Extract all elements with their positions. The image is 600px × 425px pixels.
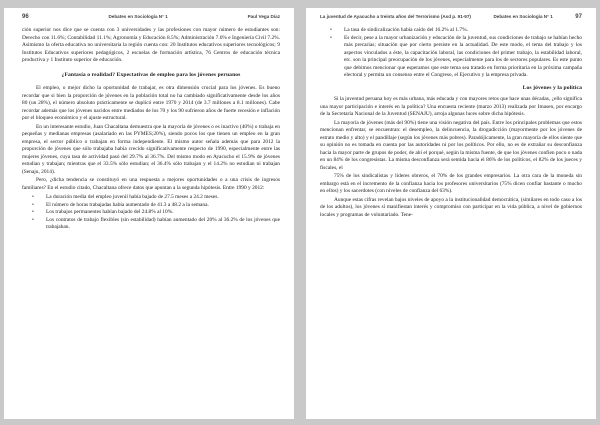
- paragraph: Aunque estas cifras revelan bajos niveles de apoyo a la institucionalidad democrática, (similares en todo caso a los de los adultos), los jóvenes sí manifiestan interés y compromiso con participar en la vida pública, a nivel de gobiernos locales y programas de voluntariado. Tene-: [320, 196, 582, 218]
- paragraph: Si la juventud peruana hoy es más urbana, más educada y con mayores retos que hace unas décadas, ¿ello significa una mayor participación e interés en la política? Una encuesta reciente (marzo 2013) realizada por Imasen, por encargo de la Secretaría Nacional de la Juventud (SENAJU), arroja algunas luces sobre dicha hipótesis.: [320, 96, 582, 117]
- author-name: Paul Vega Díaz: [247, 14, 280, 19]
- bullet-list: [22, 194, 280, 232]
- bullet-list: [320, 27, 582, 80]
- list-item: • Es decir, pese a la mayor urbanización y educación de la juventud, sus condiciones de trabajo se habían hecho más precarias; situación que por cierto persiste en la actualidad. De este modo, el tema del trabajo y los aspectos vinculados a éste, la capacitación laboral, las condiciones del primer trabajo, la estabilidad laboral, etc. son la principal preocupación de los jóvenes, especialmente para los de sectores populares. Es este punto que debimos mencionar que esperamos que este tema sea tratado en forma prioritaria en la próxima campaña electoral y permita un consenso entre el Congreso, el Ejecutivo y la empresa privada.: [330, 34, 582, 78]
- list-item: • Los contratos de trabajo flexibles (sin estabilidad) habían aumentado del 20% al 36.2% de los jóvenes que trabajaban.: [32, 216, 280, 230]
- paragraph: El empleo, o mejor dicho la oportunidad de trabajar, es otra dimensión crucial para los jóvenes. Es bueno recordar que si bien la proporción de jóvenes en la población total no ha cambiado significativamente desde los años 80 (un 28%), el número absoluto prácticamente se duplicó entre 1970 y 2014 (de 3.7 millones a 8.1 millones). Cabe recordar además que los jóvenes nacidos entre mediados de los 70 y los 90 sufrieron años de fuerte recesión e inflación por el bloqueo económico y el ajuste estructural.: [22, 85, 280, 121]
- paragraph: La mayoría de jóvenes (más del 90%) tiene una visión negativa del país. Entre los principales problemas que estos mencionan enfrentar, se encuentran: el desempleo, la delincuencia, la drogadicción (mayormente por los jóvenes de estrato medio y alto) y el pandillaje (según los jóvenes más pobres). Paradójicamente, la gran mayoría de ellos siente que su opinión no es tomada en cuenta por las autoridades ni por los políticos. Por ello, no es de extrañar su desconfianza hacia la mayor parte de grupos de poder, de ahí el porqué, según la misma fuente, de que los jóvenes confíen poco o nada en un 84% de los congresistas. La misma desconfianza será sentida hacia el 86% de los políticos, el 82% de los jueces y fiscales, el: [320, 119, 582, 171]
- paragraph: Pero, ¿dicha tendencia se constituyó en una respuesta a mejores oportunidades o a una crisis de ingresos familiares? En el estudio citado, Chacaltana ofrece datos que apuntan a la segunda hipótesis. Entre 1990 y 2012:: [22, 177, 280, 191]
- right-page-header: [320, 14, 582, 20]
- list-item: • La duración media del empleo juvenil había bajado de 27.5 meses a 24.2 meses.: [32, 194, 219, 200]
- left-page: [4, 8, 294, 419]
- intro-paragraph: ción superior nos dice que se cuenta con 3 universidades y las profesiones con mayor número de estudiantes son: Derecho con 11.6%; Contabilidad 11.1%; Agronomía y Educación 8.5%; Administración 7.6% e Ingeniería Civil 7.2%. Asimismo la oferta educativa no universitaria la región cuenta con: 20 Institutos educativos superiores tecnológicos; 9 Institutos Educativos superiores pedagógicos, 2 escuelas de formación artística, 76 Centros de educación técnica productiva y 1 Instituto superior de educación.: [22, 27, 280, 63]
- running-title: La juventud de Ayacucho a treinta años del Terrorismo (Asd p. 91-97): [320, 14, 471, 19]
- journal-name: Debates en Sociología N° 1: [493, 14, 553, 19]
- paragraph: En un interesante estudio, Juan Chacaltana demuestra que la mayoría de jóvenes o es inactivo (40%) o trabaja en pequeñas y medianas empresas (asalariado en las PYMES;20%), siendo pocos los que tienen un empleo en la gran empresa, el sector público o trabajan en forma independiente. El mismo autor señala además que para 2012 la proporción de jóvenes que sólo trabajaba había crecido significativamente respecto de 1990, especialmente entre las mujeres jóvenes, cuya tasa de actividad pasó del 29.7% al 36.7%. Del mismo modo en Ayacucho el 15.9% de jóvenes estudian y trabajan; mientras que el 33.5% sólo estudian; el 36.4% sólo trabajan y el 14.2% no estudian ni trabajan (Senaju, 2014).: [22, 123, 280, 175]
- right-page: [306, 8, 596, 419]
- left-page-header: [22, 14, 280, 20]
- page-number: 96: [22, 14, 29, 20]
- section-title: ¿Fantasía o realidad? Expectativas de empleo para los jóvenes peruanos: [61, 71, 241, 78]
- list-item: • El número de horas trabajadas había aumentado de 41.3 a 48.2 a la semana.: [32, 201, 209, 208]
- section-title: Los jóvenes y la política: [522, 84, 582, 91]
- right-page-body: [320, 27, 582, 219]
- page-number: 97: [575, 14, 582, 20]
- paragraph: 75% de los sindicalistas y líderes obreros, el 70% de los grandes empresarios. La otra cara de la moneda sin embargo está en el incremento de la confianza hacia los profesores universitarios (75% dicen confiar bastante o mucho en ellos) y los sacerdotes (con niveles de confianza del 63%).: [320, 173, 582, 194]
- list-item: • La tasa de sindicalización había caído del 16.2% al 1.7%.: [330, 27, 468, 33]
- journal-name: Debates en Sociología N° 1: [108, 14, 168, 19]
- list-item: • Los trabajos permanentes habían bajado del 24.8% al 10%.: [32, 209, 174, 215]
- left-page-body: [22, 27, 280, 232]
